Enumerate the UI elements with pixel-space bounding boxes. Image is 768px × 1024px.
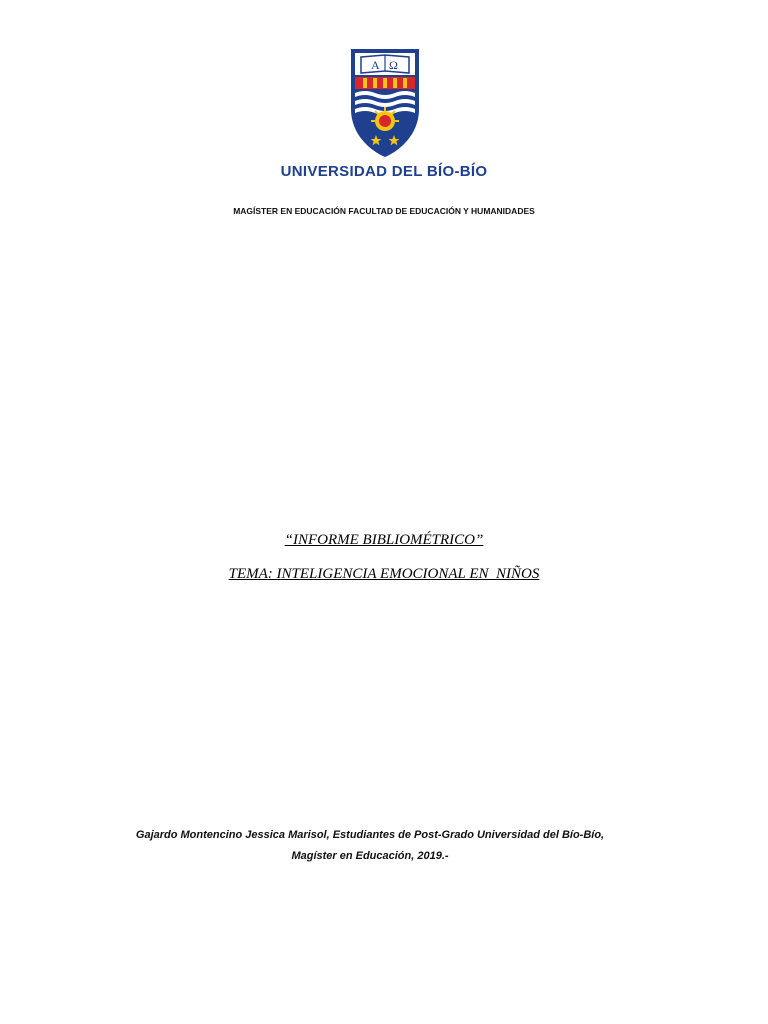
university-name: UNIVERSIDAD DEL BÍO-BÍO [280,163,488,180]
author-line-1: Gajardo Montencino Jessica Marisol, Estudiantes de Post-Grado Universidad del Bío-Bío, [135,829,605,841]
svg-text:A: A [371,58,380,72]
report-title: “INFORME BIBLIOMÉTRICO” [284,532,484,548]
report-topic: TEMA: INTELIGENCIA EMOCIONAL EN NIÑOS [228,566,540,582]
author-line-2: Magíster en Educación, 2019.- [291,850,449,862]
program-faculty-line: MAGÍSTER EN EDUCACIÓN FACULTAD DE EDUCACIÓN Y HUMANIDADES [233,206,535,216]
university-crest-icon [349,47,421,159]
svg-text:Ω: Ω [389,58,398,72]
